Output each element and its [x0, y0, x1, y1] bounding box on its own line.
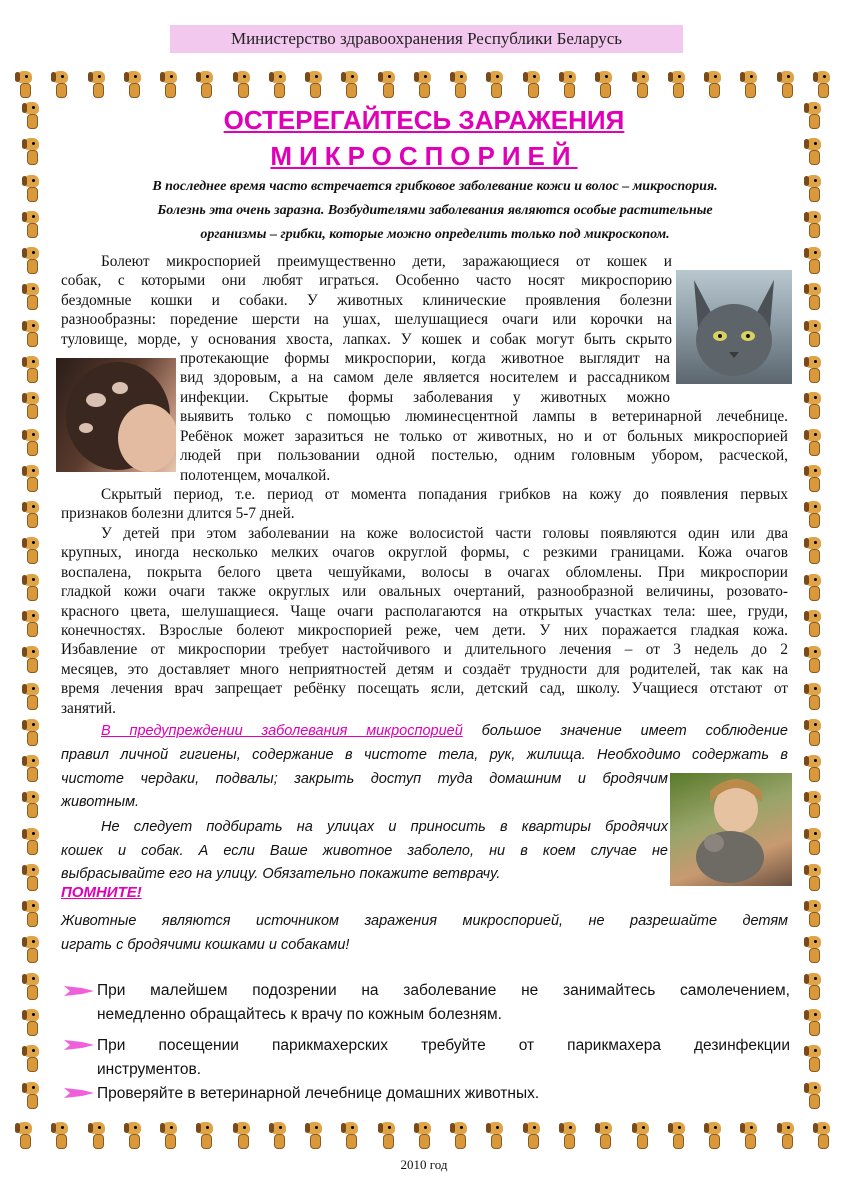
dog-icon: [803, 209, 825, 239]
dog-icon: [14, 1120, 36, 1150]
remember-heading: ПОМНИТЕ!: [61, 884, 142, 901]
dog-icon: [803, 1080, 825, 1110]
body-line: время лечения врач запрещает ребёнку посещать ясли, детский сад, школу. Учащиеся отстают от: [61, 680, 788, 697]
dog-icon: [558, 1120, 580, 1150]
body-line: признаков болезни длится 5-7 дней.: [61, 505, 295, 522]
dog-icon: [21, 318, 43, 348]
dog-icon: [21, 681, 43, 711]
dog-icon: [803, 753, 825, 783]
dog-icon: [340, 69, 362, 99]
girl-with-cat-photo: [670, 773, 792, 886]
dog-icon: [21, 173, 43, 203]
dog-icon: [21, 427, 43, 457]
dog-icon: [449, 69, 471, 99]
title-line-2: МИКРОСПОРИЕЙ: [270, 141, 578, 171]
dog-icon: [594, 69, 616, 99]
dog-icon: [812, 69, 834, 99]
bullet-line: инструментов.: [97, 1061, 202, 1078]
prevention-line: выбрасывайте его на улицу. Обязательно покажите ветврачу.: [61, 866, 501, 882]
dog-icon: [803, 898, 825, 928]
dog-icon: [304, 69, 326, 99]
dog-icon: [195, 69, 217, 99]
title-line-1: ОСТЕРЕГАЙТЕСЬ ЗАРАЖЕНИЯ: [223, 105, 625, 135]
dog-icon: [50, 69, 72, 99]
dog-icon: [803, 681, 825, 711]
prevention-line: правил личной гигиены, содержание в чистоте тела, рук, жилища. Необходимо содержать в: [61, 747, 788, 763]
dog-icon: [739, 69, 761, 99]
body-line: воспалена, покрыта белого цвета чешуйками, волосы в очагах обломлены. При микроспории: [61, 564, 788, 581]
bullet-line: При посещении парикмахерских требуйте от парикмахера дезинфекции: [97, 1037, 790, 1054]
dog-icon: [803, 862, 825, 892]
dog-icon: [21, 934, 43, 964]
dog-icon: [812, 1120, 834, 1150]
dog-icon: [803, 427, 825, 457]
dog-icon: [776, 1120, 798, 1150]
dog-icon: [803, 318, 825, 348]
dog-icon: [268, 1120, 290, 1150]
dog-icon: [803, 535, 825, 565]
body-line: Болеют микроспорией преимущественно дети, заражающиеся от кошек и: [101, 253, 672, 270]
dog-icon: [803, 572, 825, 602]
dog-icon: [803, 1043, 825, 1073]
body-line: Скрытый период, т.е. период от момента попадания грибков на кожу до появления первых: [101, 486, 788, 503]
prevention-line: кошек и собак. А если Ваше животное заболело, ни в коем случае не: [61, 843, 668, 859]
dog-icon: [50, 1120, 72, 1150]
prevention-line: животным.: [61, 794, 140, 810]
body-line: крупных, иногда несколько мелких очагов округлой формы, с резкими границами. Кожа очагов: [61, 544, 788, 561]
prevention-link[interactable]: В предупреждении заболевания микроспорией: [101, 723, 463, 739]
dog-icon: [21, 354, 43, 384]
body-line: бездомные кошки и собаки. У животных клинические проявления болезни: [61, 292, 672, 309]
body-line: инфекции. Скрытые формы заболевания у животных можно: [180, 389, 670, 406]
body-line: занятий.: [61, 700, 116, 717]
dog-icon: [21, 281, 43, 311]
dog-icon: [21, 1080, 43, 1110]
dog-border-right: [796, 100, 832, 1110]
dog-icon: [485, 1120, 507, 1150]
bullet-line: немедленно обращайтесь к врачу по кожным болезням.: [97, 1006, 502, 1023]
dog-icon: [340, 1120, 362, 1150]
dog-icon: [803, 1007, 825, 1037]
dog-icon: [232, 69, 254, 99]
dog-border-top: [14, 66, 834, 102]
dog-icon: [21, 209, 43, 239]
dog-icon: [232, 1120, 254, 1150]
dog-icon: [594, 1120, 616, 1150]
dog-icon: [21, 971, 43, 1001]
dog-icon: [21, 572, 43, 602]
dog-icon: [21, 535, 43, 565]
dog-icon: [631, 69, 653, 99]
body-line: туловище, морде, у основания хвоста, лапках. У кошек и собак могут быть скрыто: [61, 331, 672, 348]
dog-icon: [21, 862, 43, 892]
dog-icon: [803, 717, 825, 747]
dog-icon: [377, 1120, 399, 1150]
dog-icon: [522, 1120, 544, 1150]
body-line: полотенцем, мочалкой.: [180, 467, 331, 484]
prevention-line: чистоте чердаки, подвалы; закрыть доступ туда домашним и бродячим: [61, 771, 668, 787]
arrow-bullet-icon: [64, 1084, 94, 1102]
dog-icon: [703, 1120, 725, 1150]
prevention-line: Не следует подбирать на улицах и приносить в квартиры бродячих: [101, 819, 668, 835]
dog-icon: [21, 644, 43, 674]
dog-border-bottom: [14, 1117, 834, 1153]
dog-icon: [703, 69, 725, 99]
dog-icon: [803, 789, 825, 819]
dog-icon: [667, 1120, 689, 1150]
dog-icon: [803, 173, 825, 203]
dog-icon: [195, 1120, 217, 1150]
dog-icon: [803, 245, 825, 275]
dog-icon: [123, 69, 145, 99]
dog-icon: [449, 1120, 471, 1150]
bullet-line: Проверяйте в ветеринарной лечебнице домашних животных.: [97, 1085, 540, 1102]
dog-icon: [21, 499, 43, 529]
dog-icon: [21, 1043, 43, 1073]
dog-icon: [667, 69, 689, 99]
body-line: собак, с которыми они любят играться. Особенно часто носят микроспорию: [61, 272, 672, 289]
dog-icon: [803, 463, 825, 493]
dog-icon: [21, 753, 43, 783]
dog-icon: [14, 69, 36, 99]
body-line: Избавление от микроспории требует настойчивого и длительного лечения – от 3 недель до 2: [61, 641, 788, 658]
arrow-bullet-icon: [64, 1036, 94, 1054]
intro-line: организмы – грибки, которые можно определить только под микроскопом.: [200, 227, 670, 242]
dog-icon: [522, 69, 544, 99]
warning-line: Животные являются источником заражения микроспорией, не разрешайте детям: [61, 913, 788, 929]
dog-icon: [803, 390, 825, 420]
dog-icon: [268, 69, 290, 99]
body-line: выявить только с помощью люминесцентной лампы в ветеринарной лечебнице.: [180, 408, 788, 425]
dog-icon: [21, 789, 43, 819]
dog-icon: [304, 1120, 326, 1150]
dog-icon: [21, 1007, 43, 1037]
body-line: Ребёнок может заразиться не только от животных, но и от больных микроспорией: [180, 428, 788, 445]
body-line: конечностях. Взрослые болеют микроспорией реже, чем дети. У них поражается гладкая кожа.: [61, 622, 788, 639]
body-line: гладкой кожи очаги также округлых или овальных очертаний, разнообразной величины, розовато-: [61, 583, 788, 600]
prevention-line-rest: большое значение имеет соблюдение: [462, 723, 788, 739]
body-line: месяцев, это доставляет много неприятностей детям и создаёт трудности для родителей, так как на: [61, 661, 788, 678]
dog-icon: [803, 354, 825, 384]
dog-icon: [413, 1120, 435, 1150]
prevention-line: [101, 719, 788, 743]
dog-icon: [21, 463, 43, 493]
body-line: вид здоровым, а на самом деле является носителем и рассадником: [180, 369, 670, 386]
dog-icon: [803, 644, 825, 674]
warning-line: играть с бродячими кошками и собаками!: [61, 937, 350, 953]
body-line: протекающие формы микроспории, когда животное выглядит на: [180, 350, 670, 367]
footer-year: 2010 год: [400, 1157, 448, 1172]
dog-icon: [485, 69, 507, 99]
dog-icon: [558, 69, 580, 99]
dog-icon: [21, 717, 43, 747]
body-line: красного цвета, шелушащиеся. Чаще очаги располагаются на открытых участках тела: шее, груди,: [61, 603, 788, 620]
ministry-header: Министерство здравоохранения Республики Беларусь: [170, 25, 683, 53]
dog-icon: [21, 390, 43, 420]
sphynx-cat-photo: [676, 270, 792, 384]
dog-icon: [377, 69, 399, 99]
dog-icon: [413, 69, 435, 99]
dog-border-left: [14, 100, 50, 1110]
body-line: людей при пользовании одной постелью, одним головным убором, расческой,: [180, 447, 788, 464]
bullet-line: При малейшем подозрении на заболевание не занимайтесь самолечением,: [97, 982, 790, 999]
dog-icon: [21, 826, 43, 856]
dog-icon: [803, 499, 825, 529]
dog-icon: [159, 1120, 181, 1150]
dog-icon: [21, 898, 43, 928]
dog-icon: [87, 1120, 109, 1150]
dog-icon: [803, 281, 825, 311]
dog-icon: [739, 1120, 761, 1150]
body-line: разнообразны: поредение шерсти на ушах, шелушащиеся очаги или корочки на: [61, 311, 672, 328]
child-hair-photo: [56, 358, 176, 472]
dog-icon: [776, 69, 798, 99]
arrow-bullet-icon: [64, 982, 94, 1000]
dog-icon: [803, 826, 825, 856]
dog-icon: [803, 608, 825, 638]
body-line: У детей при этом заболевании на коже волосистой части головы появляются один или два: [101, 525, 788, 542]
dog-icon: [21, 608, 43, 638]
dog-icon: [803, 934, 825, 964]
dog-icon: [87, 69, 109, 99]
dog-icon: [123, 1120, 145, 1150]
dog-icon: [631, 1120, 653, 1150]
dog-icon: [159, 69, 181, 99]
dog-icon: [21, 245, 43, 275]
intro-line: Болезнь эта очень заразна. Возбудителями заболевания являются особые растительные: [157, 203, 713, 218]
intro-line: В последнее время часто встречается грибковое заболевание кожи и волос – микроспория.: [152, 179, 718, 194]
dog-icon: [803, 971, 825, 1001]
